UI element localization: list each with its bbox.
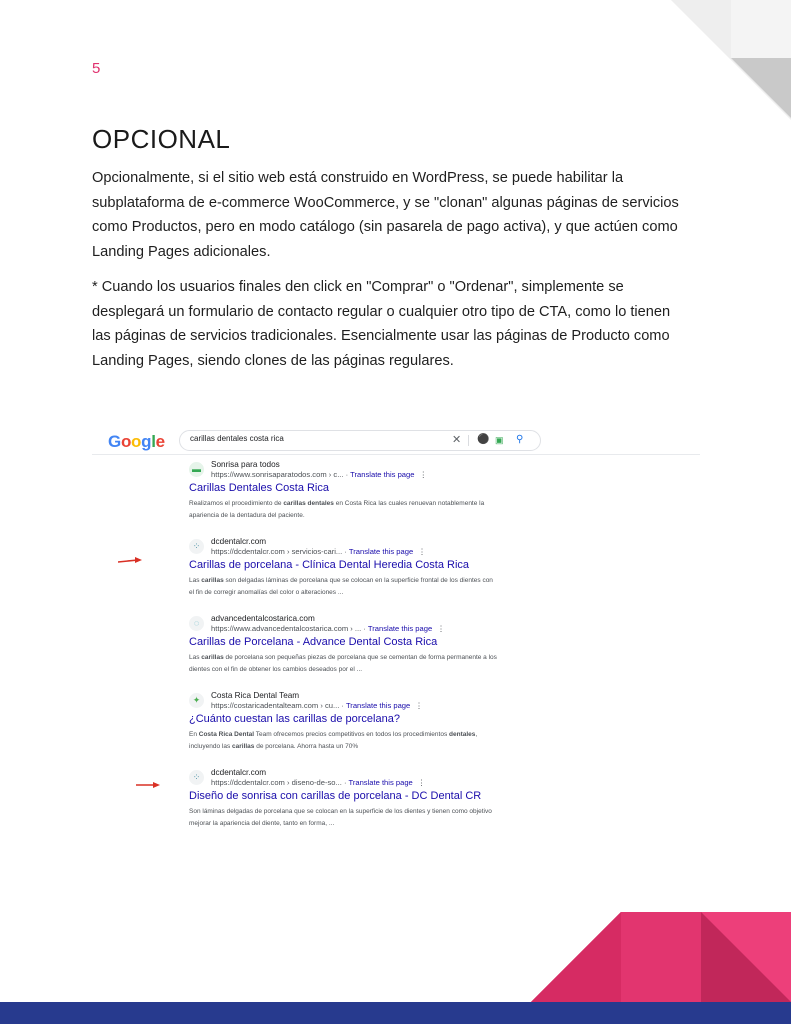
result-title-link[interactable]: Carillas de porcelana - Clínica Dental Heredia Costa Rica (189, 559, 470, 571)
google-logo-letter: l (151, 432, 156, 451)
result-site-name: dcdentalcr.com (211, 768, 267, 777)
result-snippet: Realizamos el procedimiento de carillas dentales en Costa Rica las cuales renuevan notablemente la apariencia de la dentadura del paciente. (189, 500, 485, 519)
result-title-link[interactable]: Carillas Dentales Costa Rica (189, 482, 329, 494)
red-arrow-icon (118, 556, 144, 564)
translate-link[interactable]: Translate this page (350, 470, 415, 479)
paragraph-intro: Opcionalmente, si el sitio web está construido en WordPress, se puede habilitar la subplataforma de e-commerce WooCommerce, y se "clonan" algunas páginas de servicios como Productos, pero en modo catálogo (sin pasarela de pago activa), y que actúen como Landing Pages adicionales. (92, 170, 679, 260)
more-options-icon[interactable]: ⋮ (418, 547, 426, 556)
red-arrow-icon (136, 781, 162, 789)
result-url: https://www.sonrisaparatodos.com › c... · Translate this page ⋮ (211, 470, 428, 479)
page-heading: OPCIONAL (92, 124, 231, 154)
google-logo-letter: e (155, 432, 165, 451)
leaf-favicon: ✦ (189, 693, 204, 708)
corner-decoration-top-right (671, 0, 791, 120)
google-logo-letter: G (108, 432, 121, 451)
clear-icon[interactable]: ✕ (452, 434, 462, 446)
paragraph-note: * Cuando los usuarios finales den click en "Comprar" o "Ordenar", simplemente se desplegará un formulario de contacto regular o cualquier otro tipo de CTA, como lo tienen las páginas de servicios tradicionales. Esencialmente usar las páginas de Producto como Landing Pages, siendo clones de las páginas regulares. (92, 279, 671, 369)
result-snippet: En Costa Rica Dental Team ofrecemos precios competitivos en todos los procedimientos dentales, incluyendo las carillas de porcelana. Ahorra hasta un 70% (189, 731, 478, 750)
search-input[interactable] (179, 430, 541, 451)
search-results-screenshot (92, 424, 700, 844)
search-header-divider (92, 454, 700, 455)
translate-link[interactable]: Translate this page (367, 624, 433, 633)
more-options-icon[interactable]: ⋮ (417, 778, 426, 787)
translate-link[interactable]: Translate this page (345, 701, 411, 710)
result-url-text[interactable]: https://dcdentalcr.com › diseno-de-so... (211, 778, 342, 787)
search-box-divider (468, 435, 469, 446)
page-number: 5 (92, 60, 101, 77)
dcdental-favicon: ⁘ (189, 770, 204, 785)
result-url-text[interactable]: https://costaricadentalteam.com › cu... (211, 701, 340, 710)
result-url: https://costaricadentalteam.com › cu... · Translate this page ⋮ (211, 701, 423, 710)
result-title-link[interactable]: Diseño de sonrisa con carillas de porcelana - DC Dental CR (189, 790, 482, 802)
result-url: https://dcdentalcr.com › diseno-de-so... · Translate this page ⋮ (211, 778, 426, 787)
result-site-name: Costa Rica Dental Team (211, 691, 300, 700)
result-url: https://www.advancedentalcostarica.com › ... · Translate this page ⋮ (211, 624, 445, 633)
microphone-icon[interactable]: ⚫ (477, 434, 490, 445)
google-logo (108, 432, 165, 452)
search-icon[interactable]: ⚲ (516, 434, 524, 445)
result-snippet: Las carillas de porcelana son pequeñas piezas de porcelana que se cementan de forma permanente a los dientes con el fin de obtener los cambios deseados por el ... (189, 654, 497, 673)
result-site-name: Sonrisa para todos (211, 460, 280, 469)
search-query: carillas dentales costa rica (190, 434, 284, 443)
result-url-text[interactable]: https://dcdentalcr.com › servicios-cari... (211, 547, 343, 556)
result-site-name: dcdentalcr.com (211, 537, 267, 546)
result-snippet: Las carillas son delgadas láminas de porcelana que se colocan en la superficie frontal de los dientes con el fin de corregir anomalías del color o alteraciones ... (189, 577, 493, 596)
google-logo-letter: g (141, 432, 152, 451)
result-site-name: advancedentalcostarica.com (211, 614, 315, 623)
more-options-icon[interactable]: ⋮ (415, 701, 423, 710)
footer-bar (0, 1002, 791, 1024)
google-logo-letter: o (131, 432, 142, 451)
result-snippet: Son láminas delgadas de porcelana que se colocan en la superficie de los dientes y tienen como objetivo mejorar la apariencia del diente, tanto en forma, ... (189, 808, 492, 827)
advance-favicon: ◌ (189, 616, 204, 631)
result-url-text[interactable]: https://www.sonrisaparatodos.com › c... (211, 470, 344, 479)
translate-link[interactable]: Translate this page (348, 778, 413, 787)
result-title-link[interactable]: ¿Cuánto cuestan las carillas de porcelana? (189, 713, 400, 725)
result-title-link[interactable]: Carillas de Porcelana - Advance Dental Costa Rica (189, 636, 438, 648)
more-options-icon[interactable]: ⋮ (419, 470, 428, 479)
result-url-text[interactable]: https://www.advancedentalcostarica.com › ... (211, 624, 362, 633)
more-options-icon[interactable]: ⋮ (437, 624, 445, 633)
sonrisa-favicon: ▬ (189, 462, 204, 477)
google-logo-letter: o (120, 432, 132, 451)
translate-link[interactable]: Translate this page (348, 547, 414, 556)
result-url: https://dcdentalcr.com › servicios-cari... · Translate this page ⋮ (211, 547, 426, 556)
lens-icon[interactable]: ▣ (495, 435, 504, 445)
dcdental-favicon: ⁘ (189, 539, 204, 554)
corner-decoration-bottom-right (531, 912, 791, 1002)
